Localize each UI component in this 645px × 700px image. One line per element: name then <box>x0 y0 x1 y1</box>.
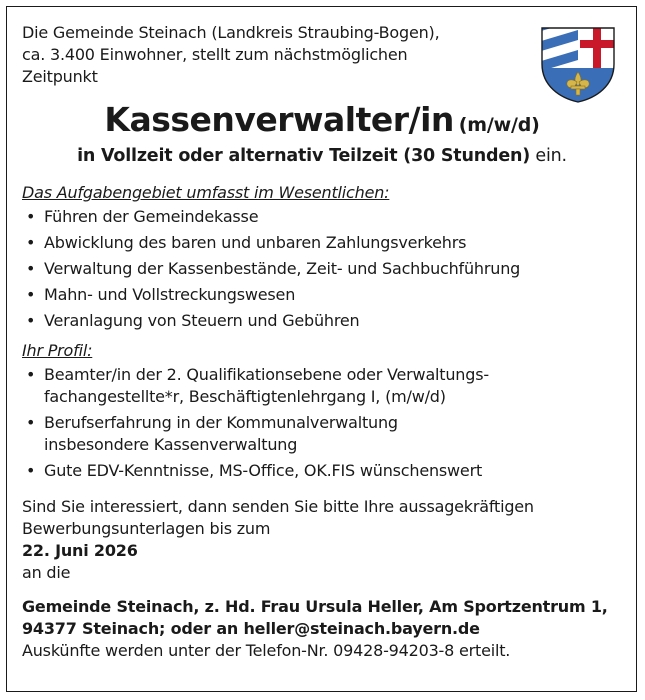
profile-list <box>22 364 622 482</box>
list-item: • Mahn- und Vollstreckungswesen <box>22 284 622 306</box>
intro-line: Zeitpunkt <box>22 67 98 86</box>
intro-text <box>22 22 492 88</box>
list-item-line: • Beamter/in der 2. Qualifikationsebene oder Verwaltungs- <box>44 365 489 384</box>
list-item-line: • Berufserfahrung in der Kommunalverwaltung <box>44 413 398 432</box>
address-line[interactable]: 94377 Steinach; oder an heller@steinach.bayern.de <box>22 619 480 638</box>
employment-type-bold: in Vollzeit oder alternativ Teilzeit (30 Stunden) <box>77 146 531 166</box>
tasks-list <box>22 206 622 332</box>
closing-line-pre: Bewerbungsunterlagen bis zum <box>22 519 271 538</box>
intro-line: Die Gemeinde Steinach (Landkreis Straubing-Bogen), <box>22 23 440 42</box>
tasks-heading: Das Aufgabengebiet umfasst im Wesentlichen: <box>22 183 390 202</box>
list-item: • Abwicklung des baren und unbaren Zahlungsverkehrs <box>22 232 622 254</box>
job-title <box>22 100 622 140</box>
profile-heading: Ihr Profil: <box>22 341 93 360</box>
closing-line-post: an die <box>22 563 71 582</box>
list-item-line: • Gute EDV-Kenntnisse, MS-Office, OK.FIS wünschenswert <box>44 461 483 480</box>
intro-line: ca. 3.400 Einwohner, stellt zum nächstmöglichen <box>22 45 408 64</box>
list-item-line: fachangestellte*r, Beschäftigtenlehrgang I, (m/w/d) <box>44 387 446 406</box>
list-item: • Verwaltung der Kassenbestände, Zeit- und Sachbuchführung <box>22 258 622 280</box>
application-deadline: 22. Juni 2026 <box>22 541 138 560</box>
list-item <box>22 412 622 456</box>
employment-type <box>22 144 622 168</box>
contact-info: Auskünfte werden unter der Telefon-Nr. 09428-94203-8 erteilt. <box>22 641 511 660</box>
job-title-main: Kassenverwalter/in <box>104 100 454 139</box>
list-item: • Führen der Gemeindekasse <box>22 206 622 228</box>
closing-line: Sind Sie interessiert, dann senden Sie bitte Ihre aussagekräftigen <box>22 497 534 516</box>
list-item <box>22 364 622 408</box>
job-title-gender: (m/w/d) <box>458 114 540 136</box>
employment-type-tail: ein. <box>530 146 567 166</box>
application-address <box>22 596 622 640</box>
list-item <box>22 460 622 482</box>
address-line: Gemeinde Steinach, z. Hd. Frau Ursula Heller, Am Sportzentrum 1, <box>22 597 608 616</box>
closing-line <box>22 518 622 584</box>
job-advertisement <box>22 22 622 662</box>
closing-text <box>22 496 622 584</box>
list-item-line: insbesondere Kassenverwaltung <box>44 435 298 454</box>
list-item: • Veranlagung von Steuern und Gebühren <box>22 310 622 332</box>
